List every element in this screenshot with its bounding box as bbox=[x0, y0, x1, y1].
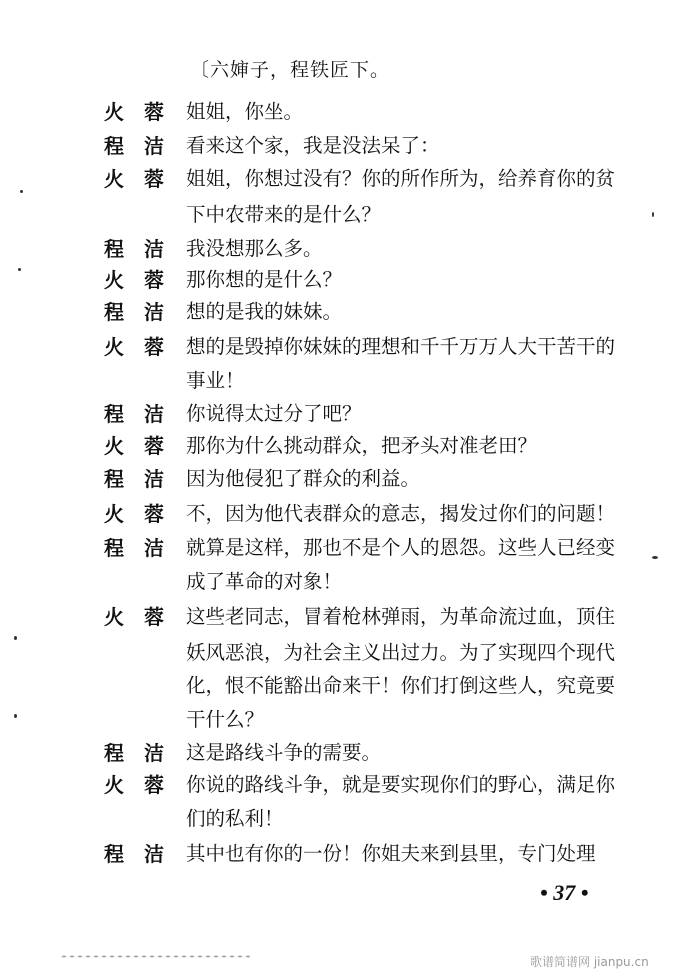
speaker-char-1: 火 bbox=[104, 100, 124, 124]
dialogue-line bbox=[0, 498, 690, 532]
margin-speck bbox=[14, 636, 17, 640]
dialogue-line bbox=[0, 737, 690, 771]
dialogue-line bbox=[0, 463, 690, 497]
dialogue-text: 就算是这样，那也不是个人的恩怨。这些人已经变 bbox=[186, 536, 616, 559]
watermark-text: 歌谱简谱网 jianpu.cn bbox=[530, 955, 649, 969]
dialogue-text: 这些老同志，冒着枪林弹雨，为革命流过血，顶住 bbox=[186, 605, 616, 628]
speaker-char-1: 程 bbox=[104, 134, 124, 158]
speaker-char-1: 程 bbox=[104, 237, 124, 261]
dialogue-text: 你说得太过分了吧？ bbox=[186, 402, 362, 425]
dialogue-line bbox=[0, 566, 690, 600]
speaker-char-2: 蓉 bbox=[144, 434, 164, 458]
speaker-char-1: 火 bbox=[104, 773, 124, 797]
dialogue-text: 姐姐，你想过没有？你的所作所为，给养育你的贫 bbox=[186, 167, 616, 190]
dialogue-text: 你说的路线斗争，就是要实现你们的野心，满足你 bbox=[186, 773, 616, 796]
dialogue-text: 姐姐，你坐。 bbox=[186, 100, 304, 123]
stage-direction: 〔六婶子，程铁匠下。 bbox=[190, 59, 391, 81]
dialogue-text: 这是路线斗争的需要。 bbox=[186, 741, 382, 764]
speaker-char-1: 火 bbox=[104, 268, 124, 292]
margin-speck bbox=[20, 190, 23, 193]
dialogue-text: 干什么？ bbox=[186, 708, 265, 731]
dialogue-text: 那你为什么挑动群众，把矛头对准老田？ bbox=[186, 434, 538, 457]
dialogue-text: 妖风恶浪，为社会主义出过力。为了实现四个现代 bbox=[186, 641, 616, 664]
speaker-char-1: 程 bbox=[104, 402, 124, 426]
speaker-char-2: 洁 bbox=[144, 842, 164, 866]
dialogue-line bbox=[0, 199, 690, 233]
dialogue-line bbox=[0, 670, 690, 704]
dialogue-line bbox=[0, 331, 690, 365]
dialogue-line bbox=[0, 769, 690, 803]
speaker-char-2: 洁 bbox=[144, 237, 164, 261]
speaker-char-1: 程 bbox=[104, 741, 124, 765]
dialogue-line bbox=[0, 296, 690, 330]
dialogue-line bbox=[0, 96, 690, 130]
speaker-char-1: 火 bbox=[104, 434, 124, 458]
speaker-char-2: 洁 bbox=[144, 536, 164, 560]
dialogue-text: 不，因为他代表群众的意志，揭发过你们的问题！ bbox=[186, 502, 616, 525]
dialogue-text: 化，恨不能豁出命来干！你们打倒这些人，究竟要 bbox=[186, 674, 616, 697]
speaker-char-2: 洁 bbox=[144, 300, 164, 324]
speaker-char-1: 程 bbox=[104, 467, 124, 491]
page-number: • 37 • bbox=[540, 880, 589, 905]
speaker-char-2: 蓉 bbox=[144, 167, 164, 191]
dialogue-line bbox=[0, 163, 690, 197]
dialogue-text: 我没想那么多。 bbox=[186, 237, 323, 260]
dialogue-text: 其中也有你的一份！你姐夫来到县里，专门处理 bbox=[186, 842, 596, 865]
speaker-char-2: 洁 bbox=[144, 741, 164, 765]
dialogue-text: 想的是我的妹妹。 bbox=[186, 300, 343, 323]
dialogue-line bbox=[0, 430, 690, 464]
speaker-char-2: 洁 bbox=[144, 402, 164, 426]
dialogue-line bbox=[0, 637, 690, 671]
speaker-char-1: 火 bbox=[104, 167, 124, 191]
dialogue-text: 们的私利！ bbox=[186, 807, 284, 830]
speaker-char-2: 蓉 bbox=[144, 100, 164, 124]
margin-speck bbox=[652, 212, 654, 217]
speaker-char-2: 蓉 bbox=[144, 773, 164, 797]
dialogue-text: 那你想的是什么？ bbox=[186, 268, 343, 291]
dialogue-line bbox=[0, 365, 690, 399]
speaker-char-1: 程 bbox=[104, 300, 124, 324]
margin-speck bbox=[18, 268, 21, 271]
dialogue-line bbox=[0, 601, 690, 635]
dialogue-line bbox=[0, 532, 690, 566]
dialogue-text: 想的是毁掉你妹妹的理想和千千万万人大干苦干的 bbox=[186, 335, 616, 358]
dialogue-text: 看来这个家，我是没法呆了： bbox=[186, 134, 440, 157]
dialogue-text: 因为他侵犯了群众的利益。 bbox=[186, 467, 421, 490]
margin-speck bbox=[652, 556, 658, 559]
dialogue-line bbox=[0, 130, 690, 164]
dialogue-text: 事业！ bbox=[186, 369, 245, 392]
speaker-char-2: 洁 bbox=[144, 467, 164, 491]
speaker-char-1: 火 bbox=[104, 335, 124, 359]
speaker-char-2: 蓉 bbox=[144, 605, 164, 629]
dialogue-text: 成了革命的对象！ bbox=[186, 570, 343, 593]
dialogue-line bbox=[0, 233, 690, 267]
speaker-char-2: 洁 bbox=[144, 134, 164, 158]
dialogue-line bbox=[0, 398, 690, 432]
speaker-char-1: 程 bbox=[104, 536, 124, 560]
speaker-char-2: 蓉 bbox=[144, 268, 164, 292]
speaker-char-1: 火 bbox=[104, 605, 124, 629]
dialogue-text: 下中农带来的是什么？ bbox=[186, 203, 382, 226]
speaker-char-1: 程 bbox=[104, 842, 124, 866]
dialogue-line bbox=[0, 264, 690, 298]
dialogue-line bbox=[0, 704, 690, 738]
margin-speck bbox=[14, 714, 17, 718]
speaker-char-1: 火 bbox=[104, 502, 124, 526]
dialogue-line bbox=[0, 803, 690, 837]
dialogue-line bbox=[0, 838, 690, 872]
speaker-char-2: 蓉 bbox=[144, 502, 164, 526]
footer-print-marks bbox=[60, 955, 250, 958]
speaker-char-2: 蓉 bbox=[144, 335, 164, 359]
